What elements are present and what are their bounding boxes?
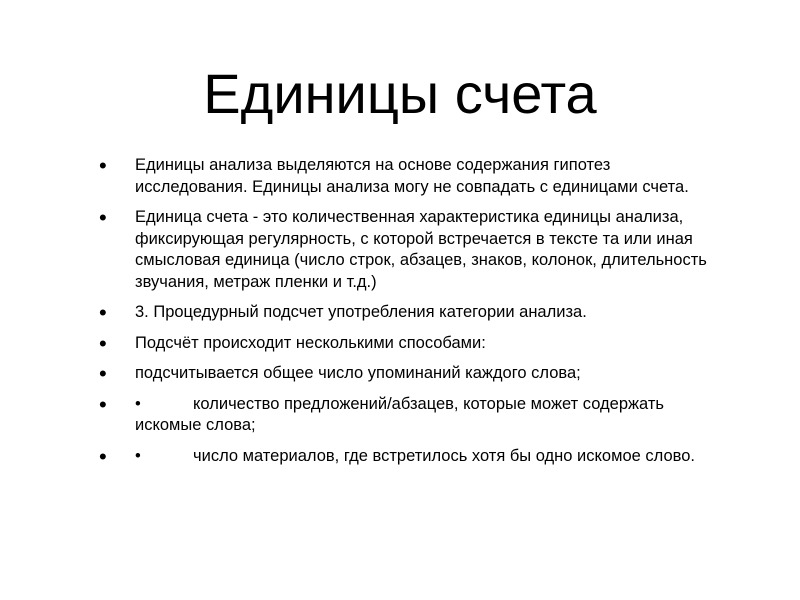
slide-title: Единицы счета (203, 62, 597, 125)
bullet-text-content: Подсчёт происходит несколькими способами: (135, 333, 486, 352)
bullet-text (135, 394, 719, 437)
inline-marker: • (135, 394, 141, 413)
bullet-text (135, 155, 719, 198)
bullet-icon: • (99, 300, 107, 325)
list-item (99, 363, 719, 385)
bullet-text-content: количество предложений/абзацев, которые может содержать искомые слова; (135, 394, 665, 434)
bullet-icon: • (99, 330, 107, 356)
bullet-text-content: число материалов, где встретилось хотя бы одно искомое слово. (193, 446, 695, 465)
list-item (99, 155, 719, 198)
bullet-text-content: подсчитывается общее число упоминаний каждого слова; (135, 364, 581, 382)
bullet-text (135, 333, 719, 355)
list-item (99, 391, 719, 437)
bullet-text (135, 446, 719, 468)
bullet-text-content: Единица счета - это количественная характеристика единицы анализа, фиксирующая регулярность, с которой встречается в тексте та или иная смысловая единица (число строк, абзацев, знаков, колонок, длительность звучания, метраж пленки и т.д.) (135, 208, 707, 291)
inline-marker: • (135, 446, 141, 465)
bullet-text (135, 302, 719, 324)
list-item (99, 302, 719, 324)
bullet-text-content: Единицы анализа выделяются на основе содержания гипотез исследования. Единицы анализа могу не совпадать с единицами счета. (135, 156, 689, 196)
bullet-text-content: 3. Процедурный подсчет употребления категории анализа. (135, 303, 587, 321)
list-item (99, 443, 719, 469)
bullet-icon: • (99, 361, 107, 386)
list-item (99, 207, 719, 293)
bullet-list (99, 155, 719, 476)
bullet-icon: • (99, 205, 107, 230)
bullet-text (135, 207, 719, 293)
list-item (99, 330, 719, 356)
bullet-icon: • (99, 443, 107, 469)
bullet-icon: • (99, 391, 107, 417)
bullet-text (135, 363, 719, 385)
bullet-icon: • (99, 153, 107, 178)
